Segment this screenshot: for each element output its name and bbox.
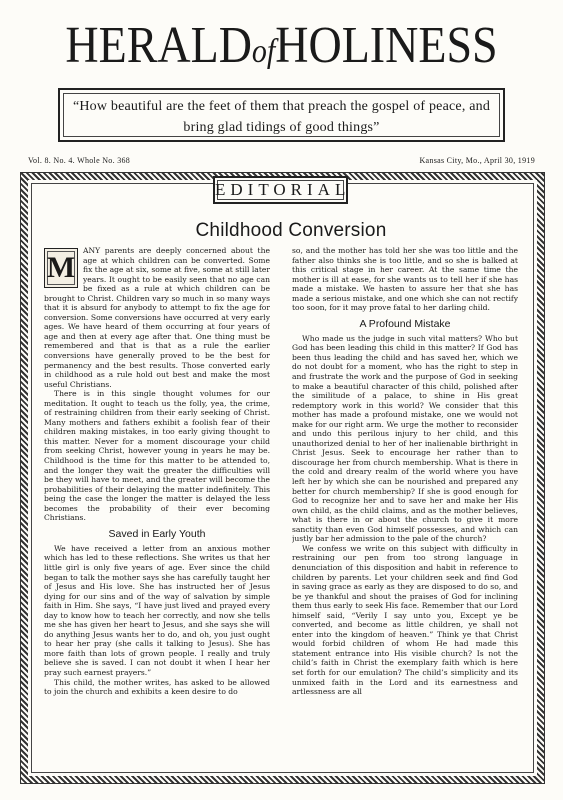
paragraph: so, and the mother has told her she was too little and the father also thinks she is too little, and so she is balked at this critical stage in her career. At the same time the mother is ill at ease, for she wants us to tell her if she has made a mistake. We hasten to assure her that she has made a serious mistake, and one which she can not rectify too soon, for it may prove fatal to her darling child. [292, 246, 518, 313]
paragraph: There is in this single thought volumes for our meditation. It ought to teach us the folly, yea, the crime, of restraining children from their early seeking of Christ. Many mothers and fathers exhibit a foolish fear of their children making mistakes, in too early giving thought to this matter. Never for a moment discourage your child from seeking Christ, however young in years he may be. Childhood is the time for this matter to be attended to, and the longer they wait the greater the difficulties will be they will have to meet, and the greater will become the probabilities of their delaying the matter indefinitely. This being the case the longer the matter is delayed the less becomes the probability of their ever becoming Christians. [44, 389, 270, 523]
article-column-left [44, 246, 270, 776]
issue-volume: Vol. 8. No. 4. Whole No. 368 [28, 156, 131, 165]
section-label: EDITORIAL [215, 180, 351, 199]
motto-text: “How beautiful are the feet of them that preach the gospel of peace, and bring glad tidings of good things” [72, 99, 491, 135]
drop-cap-ornament: M [44, 248, 78, 288]
paragraph: ANY parents are deeply concerned about the age at which children can be converted. Some fix the age at six, some at five, some at still later years. It ought to be easily seen that no age can be fixed as a rule at which children can be brought to Christ. Children vary so much in so many ways that it is absurd for anybody to attempt to fix the age for conversion. Some conversions have occurred at very early ages. We have heard of them occurring at four years of age and then at every age after that. One thing must be remembered and that is that as a rule the earlier conversions have generally proved to be the best for permanency and the best results. Those converted early in childhood as a rule hold out best and make the most useful Christians. [44, 246, 270, 389]
paragraph: This child, the mother writes, has asked to be allowed to join the church and exhibits a keen desire to do [44, 677, 270, 697]
paragraph: We have received a letter from an anxious mother which has led to these reflections. She writes us that her little girl is only five years of age. Ever since the child began to talk the mother says she has carefully taught her of Jesus and His love. She has instructed her of Jesus dying for our sins and of the way of salvation by simple faith in Him. She says, “I have just lived and prayed every day to know how to teach her correctly, and now she tells me she has given her heart to Jesus, and she says she will do anything Jesus wants her to do, and oh, you just ought to hear her pray (she calls it talking to Jesus). She has more faith than lots of grown people. I really and truly believe she is saved. I can not doubt it when I hear her pray such earnest prayers.” [44, 543, 270, 677]
section-label-box [213, 176, 351, 204]
subheading: A Profound Mistake [359, 317, 451, 330]
subheading: Saved in Early Youth [108, 527, 206, 540]
paragraph: We confess we write on this subject with difficulty in restraining our pen from too strong language in denunciation of this disposition and habit in reference to children by parents. Let your children seek and find God in saving grace as early as they are disposed to do so, and be ye thankful and shout the praises of God for inclining them thus early to seek His face. Remember that our Lord himself said, “Verily I say unto you, Except ye be converted, and become as little children, ye shall not enter into the kingdom of heaven.” Think ye that Christ would forbid children of whom He had made this statement entrance into His visible church? Is not the child’s faith in Christ the exemplary faith which is here set forth for our emulation? The child’s simplicity and its unmixed faith in the Lord and its earnestness and artlessness are all [292, 543, 518, 697]
article-column-right [292, 246, 518, 776]
article-title: Childhood Conversion [195, 220, 387, 241]
motto-banner [58, 88, 505, 142]
issue-date: Kansas City, Mo., April 30, 1919 [419, 156, 535, 165]
masthead: HERALDofHOLINESS [65, 15, 498, 74]
paragraph: Who made us the judge in such vital matters? Who but God has been leading this child in this matter? If God has been thus leading the child and has saved her, which we do not doubt for a moment, who has the right to step in and frustrate the work and the purpose of God in seeking to make a beautiful character of this child, polished after the similitude of a palace, to shine in His great redemptory work in this world? We consider that this mother has made a profound mistake, one we would not make for our right arm. We urge the mother to reconsider and undo this perilous injury to her child, and this unauthorized denial to her of her inalienable birthright in Christ Jesus. Seek to encourage her rather than to discourage her from church membership. What is there in the cold and dreary realm of the world where you have left her by which she can be nourished and prepared any better for church membership? If she is good enough for God to recognize her and to save her and make her His own child, as the child claims, and as the mother believes, what is there in or about the church to give it more sanctity than even God himself possesses, and which can justly bar her admission to the pale of the church? [292, 333, 518, 544]
